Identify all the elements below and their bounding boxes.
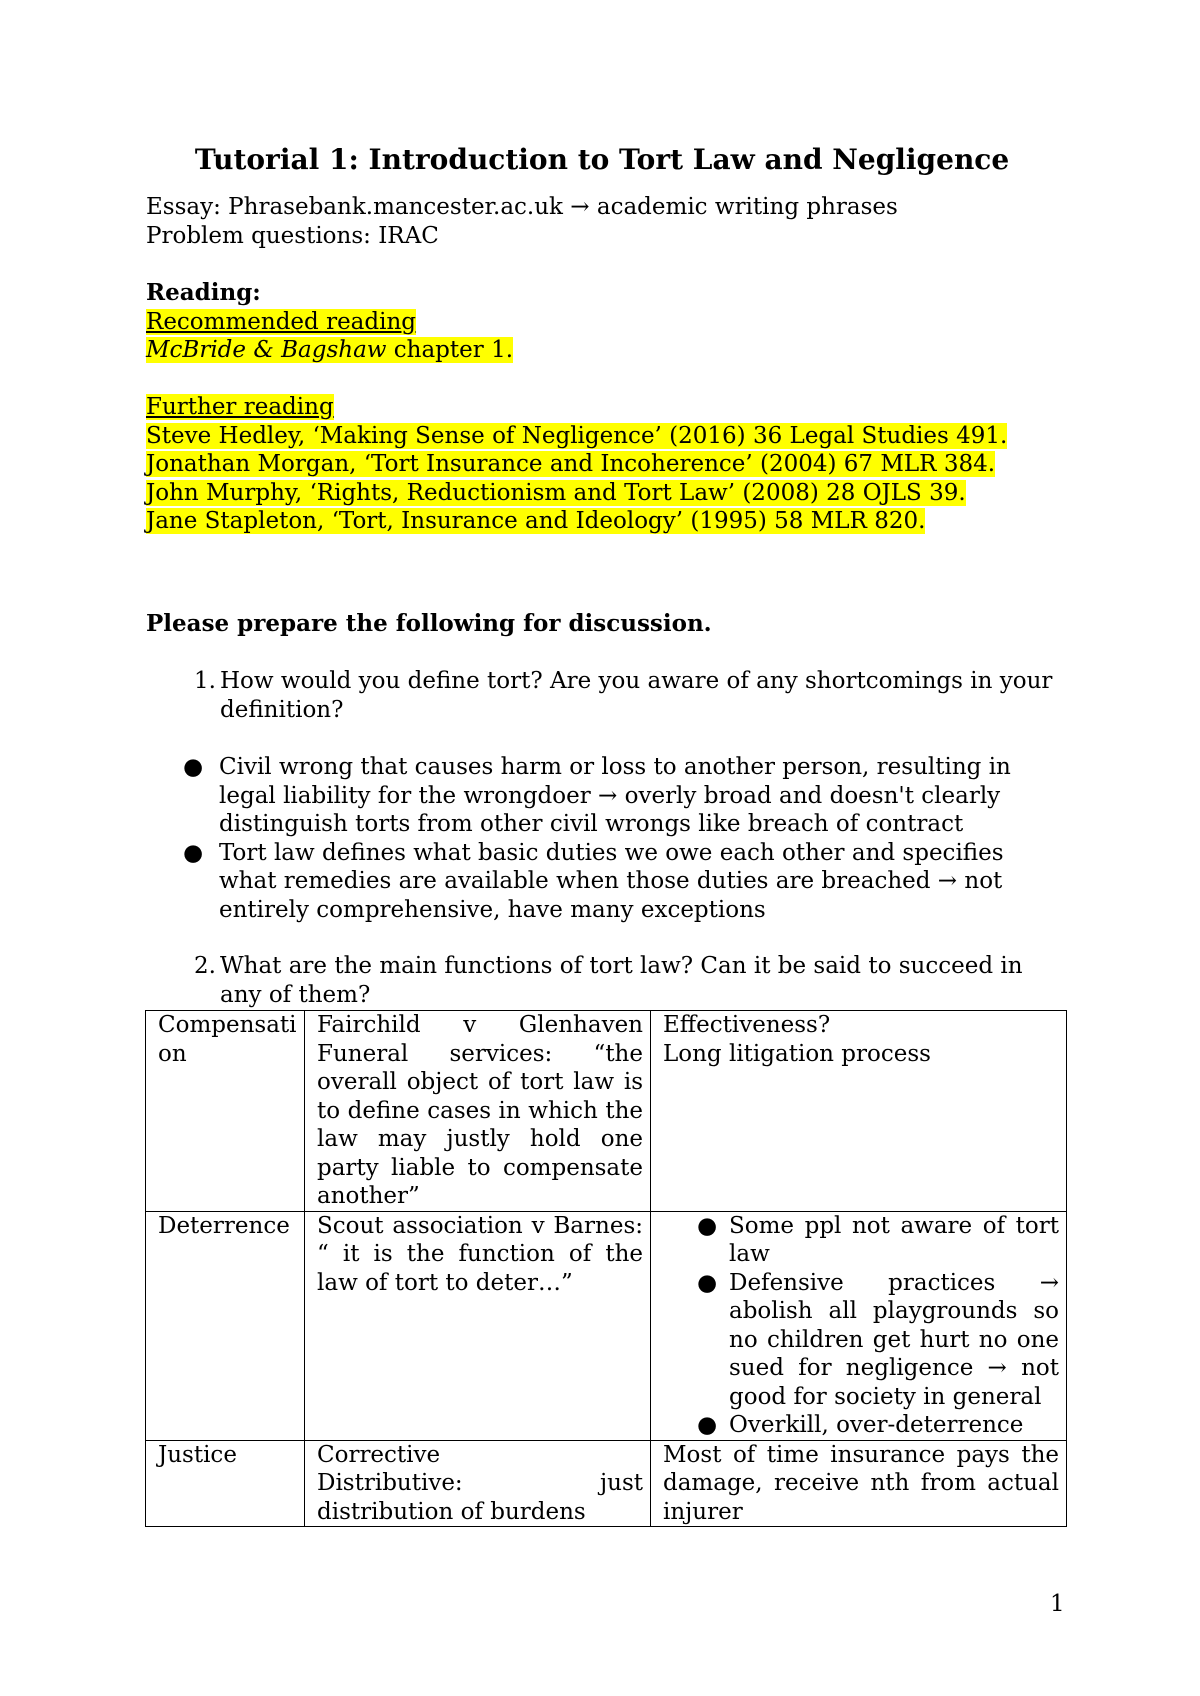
case-cell: Corrective Distributive: just distribution of burdens bbox=[305, 1440, 651, 1527]
page-title: Tutorial 1: Introduction to Tort Law and Negligence bbox=[194, 143, 1010, 176]
table-row bbox=[146, 1440, 1067, 1527]
problem-questions-line: Problem questions: IRAC bbox=[146, 222, 439, 249]
case-cell: Fairchild v Glenhaven Funeral services: “the overall object of tort law is to define cases in which the law may justly hold one party liable to compensate another” bbox=[305, 1011, 651, 1212]
recommended-reading-item: McBride & Bagshaw chapter 1. bbox=[146, 337, 514, 363]
question-number: 1. bbox=[194, 668, 216, 694]
question-text: How would you define tort? Are you aware of any shortcomings in your definition? bbox=[220, 668, 1053, 723]
reading-heading: Reading: bbox=[146, 279, 261, 306]
effectiveness-cell: Most of time insurance pays the damage, receive nth from actual injurer bbox=[651, 1440, 1067, 1527]
question-1 bbox=[180, 667, 1065, 724]
list-item: ● Tort law defines what basic duties we owe each other and specifies what remedies are available when those duties are breached → not entirely comprehensive, have many exceptions bbox=[183, 839, 1004, 923]
question-2 bbox=[180, 952, 1065, 1009]
reading-section bbox=[146, 279, 1066, 536]
list-item: ● Civil wrong that causes harm or loss to another person, resulting in legal liability for the wrongdoer → overly broad and doesn't clearly distinguish torts from other civil wrongs like breach of contract bbox=[183, 754, 1011, 837]
table-row bbox=[146, 1011, 1067, 1212]
bullet-icon: ● bbox=[183, 754, 204, 780]
list-item: ● Overkill, over-deterrence bbox=[697, 1412, 1024, 1438]
bullet-icon: ● bbox=[697, 1269, 718, 1296]
table-row bbox=[146, 1211, 1067, 1440]
effectiveness-cell: Effectiveness? Long litigation process bbox=[651, 1011, 1067, 1212]
bullet-icon: ● bbox=[697, 1212, 718, 1239]
essay-line: Essay: Phrasebank.mancester.ac.uk → academic writing phrases bbox=[146, 194, 898, 220]
effectiveness-cell bbox=[651, 1211, 1067, 1440]
further-reading-item: Jonathan Morgan, ‘Tort Insurance and Incoherence’ (2004) 67 MLR 384. bbox=[146, 451, 996, 477]
prepare-heading: Please prepare the following for discussion. bbox=[146, 610, 712, 637]
list-item: ● Some ppl not aware of tort law bbox=[697, 1212, 1059, 1267]
list-item: ● Defensive practices → abolish all playgrounds so no children get hurt no one sued for negligence → not good for society in general bbox=[697, 1269, 1059, 1410]
recommended-reading-heading: Recommended reading bbox=[146, 308, 417, 335]
function-cell: Compensation bbox=[146, 1011, 305, 1212]
page-number: 1 bbox=[1050, 1591, 1065, 1617]
further-reading-item: Jane Stapleton, ‘Tort, Insurance and Ideology’ (1995) 58 MLR 820. bbox=[146, 508, 926, 534]
case-cell: Scout association v Barnes: “ it is the function of the law of tort to deter…” bbox=[305, 1211, 651, 1440]
question-text: What are the main functions of tort law? Can it be said to succeed in any of them? bbox=[220, 953, 1023, 1008]
bullet-icon: ● bbox=[183, 839, 204, 866]
question-number: 2. bbox=[194, 953, 216, 979]
bullet-icon: ● bbox=[697, 1412, 718, 1438]
function-cell: Deterrence bbox=[146, 1211, 305, 1440]
functions-table bbox=[145, 1010, 1067, 1527]
further-reading-heading: Further reading bbox=[146, 394, 334, 420]
header-notes bbox=[146, 193, 1066, 250]
further-reading-item: Steve Hedley, ‘Making Sense of Negligence’ (2016) 36 Legal Studies 491. bbox=[146, 422, 1008, 449]
question-1-answers bbox=[179, 753, 1065, 924]
function-cell: Justice bbox=[146, 1440, 305, 1527]
further-reading-item: John Murphy, ‘Rights, Reductionism and Tort Law’ (2008) 28 OJLS 39. bbox=[146, 479, 966, 506]
